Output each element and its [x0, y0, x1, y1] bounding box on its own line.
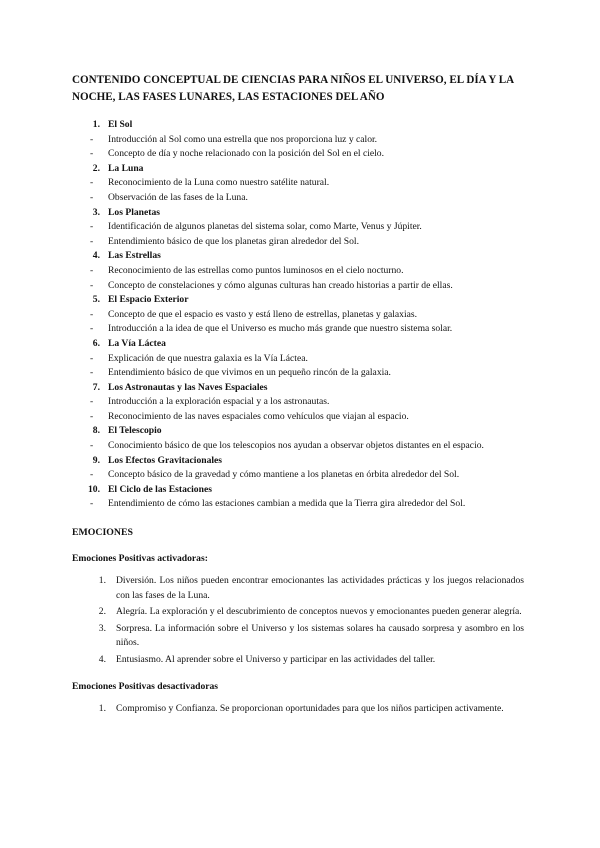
activating-emotions-heading: Emociones Positivas activadoras:	[72, 553, 208, 565]
bullet-text: Entendimiento básico de que los planetas giran alrededor del Sol.	[108, 235, 359, 247]
bullet-text: Concepto de día y noche relacionado con la posición del Sol en el cielo.	[108, 148, 384, 160]
activating-emotions-list	[72, 574, 524, 668]
topic-item	[72, 454, 524, 483]
dash-marker: -	[90, 177, 94, 189]
topic-item	[72, 206, 524, 250]
topic-bullet	[72, 279, 524, 294]
topic-title: El Ciclo de las Estaciones	[108, 483, 212, 495]
topic-heading	[72, 206, 524, 221]
bullet-text: Reconocimiento de las estrellas como puntos luminosos en el cielo nocturno.	[108, 264, 404, 276]
emotions-heading: EMOCIONES	[72, 527, 133, 539]
bullet-text: Conocimiento básico de que los telescopios nos ayudan a observar objetos distantes en el espacio.	[108, 440, 484, 452]
topic-heading	[72, 118, 524, 133]
topic-title: Los Efectos Gravitacionales	[108, 454, 223, 466]
topic-number: 3.	[92, 206, 100, 218]
topic-bullet	[72, 322, 524, 337]
dash-marker: -	[90, 279, 94, 291]
dash-marker: -	[90, 148, 94, 160]
topic-heading	[72, 454, 524, 469]
bullet-text: Identificación de algunos planetas del sistema solar, como Marte, Venus y Júpiter.	[108, 221, 422, 233]
bullet-text: Introducción a la exploración espacial y a los astronautas.	[108, 396, 330, 408]
bullet-text: Introducción a la idea de que el Universo es mucho más grande que nuestro sistema solar.	[108, 323, 453, 335]
topic-number: 1.	[92, 119, 100, 130]
topic-item	[72, 381, 524, 425]
topic-bullet	[72, 308, 524, 323]
topic-heading	[72, 293, 524, 308]
topic-number: 7.	[92, 381, 100, 393]
topic-item	[72, 337, 524, 381]
bullet-text: Concepto de constelaciones y cómo algunas culturas han creado historias a partir de ellas.	[108, 279, 453, 291]
topic-bullet	[72, 235, 524, 250]
deactivating-emotions-list	[72, 702, 524, 717]
topic-item	[72, 424, 524, 453]
topic-bullet	[72, 176, 524, 191]
bullet-text: Entendimiento básico de que vivimos en un pequeño rincón de la galaxia.	[108, 367, 391, 379]
topic-heading	[72, 381, 524, 396]
topic-heading	[72, 483, 524, 498]
topic-bullet	[72, 133, 524, 148]
topic-bullet	[72, 439, 524, 454]
bullet-text: Reconocimiento de las naves espaciales como vehículos que viajan al espacio.	[108, 410, 409, 422]
topic-title: El Telescopio	[108, 425, 162, 437]
dash-marker: -	[90, 264, 94, 276]
dash-marker: -	[90, 191, 94, 203]
topic-number: 6.	[92, 337, 100, 349]
emotion-item	[72, 653, 524, 668]
dash-marker: -	[90, 235, 94, 247]
dash-marker: -	[90, 396, 94, 408]
emotion-number: 3.	[98, 622, 106, 634]
topic-number: 9.	[92, 454, 100, 466]
topic-title: Los Planetas	[108, 206, 160, 218]
bullet-text: Reconocimiento de la Luna como nuestro satélite natural.	[108, 177, 330, 189]
emotion-text: Sorpresa. La información sobre el Universo y los sistemas solares ha causado sorpresa y asombro en los niños.	[116, 622, 524, 649]
emotion-number: 2.	[98, 606, 106, 618]
dash-marker: -	[90, 308, 94, 320]
bullet-text: Observación de las fases de la Luna.	[108, 191, 248, 203]
topic-title: El Sol	[108, 119, 133, 130]
topic-bullet	[72, 468, 524, 483]
bullet-text: Concepto básico de la gravedad y cómo mantiene a los planetas en órbita alrededor del Sol.	[108, 469, 460, 481]
dash-marker: -	[90, 133, 94, 145]
emotion-item	[72, 605, 524, 620]
dash-marker: -	[90, 352, 94, 364]
topic-title: La Luna	[108, 162, 144, 174]
bullet-text: Explicación de que nuestra galaxia es la Vía Láctea.	[108, 352, 308, 364]
topic-bullet	[72, 366, 524, 381]
topic-bullet	[72, 147, 524, 162]
topic-heading	[72, 249, 524, 264]
topic-bullet	[72, 497, 524, 512]
dash-marker: -	[90, 410, 94, 422]
emotion-text: Compromiso y Confianza. Se proporcionan oportunidades para que los niños participen activamente.	[116, 702, 504, 714]
document-title: CONTENIDO CONCEPTUAL DE CIENCIAS PARA NIÑOS EL UNIVERSO, EL DÍA Y LA NOCHE, LAS FASES LUNARES, LAS ESTACIONES DEL AÑO	[72, 74, 514, 103]
topic-bullet	[72, 410, 524, 425]
topic-heading	[72, 424, 524, 439]
topic-heading	[72, 337, 524, 352]
topic-title: La Vía Láctea	[108, 337, 166, 349]
emotion-text: Diversión. Los niños pueden encontrar emocionantes las actividades prácticas y los juegos relacionados con las fases de la Luna.	[116, 575, 524, 601]
topic-number: 2.	[92, 162, 100, 174]
topic-bullet	[72, 264, 524, 279]
topic-bullet	[72, 352, 524, 367]
deactivating-emotions-heading: Emociones Positivas desactivadoras	[72, 680, 219, 692]
topic-title: Los Astronautas y las Naves Espaciales	[108, 381, 268, 393]
emotion-number: 4.	[98, 654, 106, 665]
emotion-item	[72, 702, 524, 717]
bullet-text: Entendimiento de cómo las estaciones cambian a medida que la Tierra gira alrededor del Sol.	[108, 498, 466, 510]
emotion-item	[72, 622, 524, 651]
topic-title: Las Estrellas	[108, 250, 161, 262]
dash-marker: -	[90, 498, 94, 510]
topic-item	[72, 483, 524, 512]
topic-bullet	[72, 220, 524, 235]
topic-item	[72, 162, 524, 206]
emotion-text: Entusiasmo. Al aprender sobre el Universo y participar en las actividades del taller.	[116, 654, 436, 665]
emotion-number: 1.	[98, 575, 106, 587]
dash-marker: -	[90, 323, 94, 335]
emotion-item	[72, 574, 524, 603]
topic-heading	[72, 162, 524, 177]
topic-item	[72, 249, 524, 293]
topic-bullet	[72, 191, 524, 206]
dash-marker: -	[90, 440, 94, 452]
bullet-text: Concepto de que el espacio es vasto y está lleno de estrellas, planetas y galaxias.	[108, 308, 418, 320]
dash-marker: -	[90, 367, 94, 379]
emotion-number: 1.	[98, 702, 106, 714]
topic-bullet	[72, 395, 524, 410]
dash-marker: -	[90, 469, 94, 481]
topic-list	[72, 118, 524, 512]
emotion-text: Alegría. La exploración y el descubrimiento de conceptos nuevos y emocionantes pueden generar alegría.	[116, 606, 522, 618]
bullet-text: Introducción al Sol como una estrella que nos proporciona luz y calor.	[108, 133, 378, 145]
topic-number: 8.	[92, 425, 100, 437]
topic-number: 10.	[88, 483, 100, 495]
topic-item	[72, 118, 524, 162]
topic-number: 4.	[92, 250, 100, 262]
topic-number: 5.	[92, 294, 100, 306]
topic-item	[72, 293, 524, 337]
dash-marker: -	[90, 221, 94, 233]
topic-title: El Espacio Exterior	[108, 294, 189, 306]
